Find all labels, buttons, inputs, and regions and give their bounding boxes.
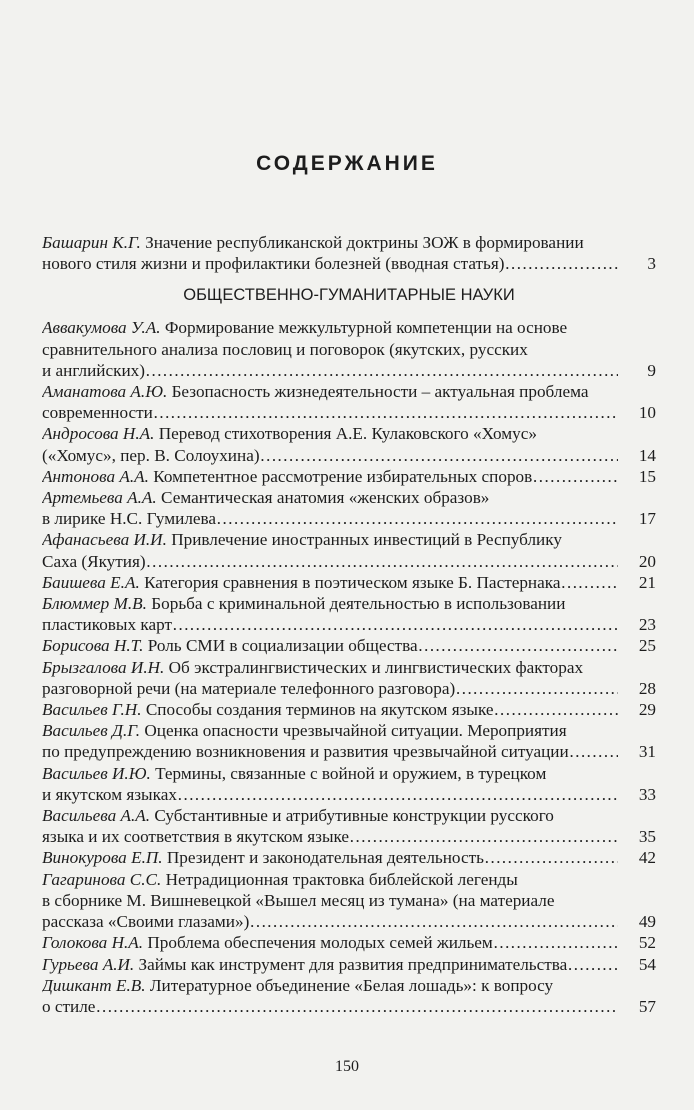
toc-entry-text: Термины, связанные с войной и оружием, в турецком bbox=[155, 763, 547, 783]
toc-entry-text: и английских) bbox=[42, 360, 145, 380]
toc-entry-author: Антонова А.А. bbox=[42, 466, 149, 486]
toc-entry-page: 49 bbox=[638, 912, 656, 932]
toc-entry-page: 42 bbox=[638, 848, 656, 868]
toc-entry-author: Борисова Н.Т. bbox=[42, 636, 144, 656]
toc-entry-line bbox=[42, 720, 656, 741]
toc-entry bbox=[42, 805, 656, 847]
toc-entry-author: Башарин К.Г. bbox=[42, 233, 141, 252]
toc-entry-text: Категория сравнения в поэтическом языке Б. Пастернака bbox=[144, 572, 561, 592]
toc-entry-last-line bbox=[42, 847, 656, 868]
leader-dots bbox=[560, 572, 618, 593]
toc-entry-last-line bbox=[42, 932, 656, 953]
toc-entry bbox=[42, 763, 656, 805]
leader-dots bbox=[455, 678, 618, 699]
toc-entry bbox=[42, 317, 656, 381]
toc-entry-last-line bbox=[42, 784, 656, 805]
toc-entry-text: Займы как инструмент для развития предпринимательства bbox=[138, 954, 568, 974]
toc-entry-last-line bbox=[42, 253, 656, 274]
toc-entry-text: рассказа «Своими глазами») bbox=[42, 912, 250, 932]
toc-entry-author: Васильев Д.Г. bbox=[42, 721, 141, 741]
toc-entry-text: языка и их соответствия в якутском языке bbox=[42, 827, 350, 847]
toc-entry-text: («Хомус», пер. В. Солоухина) bbox=[42, 445, 260, 465]
toc-entry-text: разговорной речи (на материале телефонного разговора) bbox=[42, 678, 456, 698]
leader-dots bbox=[567, 954, 618, 975]
toc-entry-text-group bbox=[42, 572, 560, 593]
toc-entry bbox=[42, 635, 656, 656]
toc-entry-author: Васильев Г.Н. bbox=[42, 700, 142, 720]
toc-entry bbox=[42, 529, 656, 571]
toc-entry-last-line bbox=[42, 614, 656, 635]
toc-entry-text-group bbox=[42, 932, 493, 953]
toc-entry-author: Баишева Е.А. bbox=[42, 572, 140, 592]
toc-entry-page: 17 bbox=[638, 509, 656, 529]
toc-entry-author: Афанасьева И.И. bbox=[42, 530, 167, 550]
toc-entry-page: 10 bbox=[638, 403, 656, 423]
toc-entry-text: Значение республиканской доктрины ЗОЖ в формировании bbox=[145, 233, 584, 252]
toc-entry-text: Проблема обеспечения молодых семей жильем bbox=[147, 933, 493, 953]
toc-entry-page: 35 bbox=[638, 827, 656, 847]
toc-entry-last-line bbox=[42, 826, 656, 847]
toc-entry-page: 57 bbox=[638, 996, 656, 1016]
toc-entry-last-line bbox=[42, 699, 656, 720]
toc-entry-line bbox=[42, 890, 656, 911]
leader-dots bbox=[260, 445, 618, 466]
toc-entry-line bbox=[42, 381, 656, 402]
toc-entry-text: Роль СМИ в социализации общества bbox=[147, 636, 418, 656]
toc-entry-page: 9 bbox=[647, 360, 656, 380]
leader-dots bbox=[249, 911, 618, 932]
toc-entry-line bbox=[42, 317, 656, 338]
toc-entry-text: Перевод стихотворения А.Е. Кулаковского «Хомус» bbox=[158, 424, 537, 444]
toc-entry-author: Васильев И.Ю. bbox=[42, 763, 151, 783]
toc-entry-page: 15 bbox=[638, 466, 656, 486]
leader-dots bbox=[505, 253, 618, 274]
toc-entry-page: 54 bbox=[638, 954, 656, 974]
page-number: 150 bbox=[335, 1058, 359, 1075]
toc-entry bbox=[42, 699, 656, 720]
toc-entry-text: Оценка опасности чрезвычайной ситуации. Мероприятия bbox=[144, 721, 567, 741]
toc-entry-text: Президент и законодательная деятельность bbox=[166, 848, 484, 868]
leader-dots bbox=[177, 784, 618, 805]
toc-entry-text: Способы создания терминов на якутском языке bbox=[145, 700, 494, 720]
toc-entry-text: Саха (Якутия) bbox=[42, 551, 146, 571]
toc-entry bbox=[42, 847, 656, 868]
toc-entry-last-line bbox=[42, 635, 656, 656]
toc-entry-last-line bbox=[42, 741, 656, 762]
toc-entry-text: сравнительного анализа пословиц и поговорок (якутских, русских bbox=[42, 339, 528, 359]
toc-entry bbox=[42, 487, 656, 529]
toc-entry-line bbox=[42, 487, 656, 508]
toc-entry-text: пластиковых карт bbox=[42, 615, 172, 635]
toc-entry bbox=[42, 593, 656, 635]
toc-entry-page: 3 bbox=[647, 254, 656, 274]
toc-entry-author: Винокурова Е.П. bbox=[42, 848, 163, 868]
toc-entry-last-line bbox=[42, 996, 656, 1017]
toc-entry-text: Семантическая анатомия «женских образов» bbox=[161, 488, 490, 508]
toc-entry-text: Борьба с криминальной деятельностью в использовании bbox=[151, 594, 566, 614]
toc-entry-text: в сборнике М. Вишневецкой «Вышел месяц из тумана» (на материале bbox=[42, 890, 555, 910]
toc-entry bbox=[42, 975, 656, 1017]
toc-entry-author: Голокова Н.А. bbox=[42, 933, 144, 953]
toc-entry-page: 33 bbox=[638, 784, 656, 804]
toc-entry-text-group bbox=[42, 954, 567, 975]
toc-entry-last-line bbox=[42, 572, 656, 593]
toc-entry-page: 29 bbox=[638, 700, 656, 720]
toc-entry-author: Артемьева А.А. bbox=[42, 488, 157, 508]
leader-dots bbox=[95, 996, 618, 1017]
toc-entry-author: Брызгалова И.Н. bbox=[42, 657, 165, 677]
toc-entry-author: Гагаринова С.С. bbox=[42, 869, 162, 889]
toc-entry-text: Об экстралингвистических и лингвистических факторах bbox=[168, 657, 584, 677]
toc-entry-text: о стиле bbox=[42, 996, 96, 1016]
toc-entry-page: 28 bbox=[638, 678, 656, 698]
toc-entry-text: нового стиля жизни и профилактики болезней (вводная статья) bbox=[42, 254, 505, 274]
leader-dots bbox=[493, 932, 618, 953]
leader-dots bbox=[532, 466, 618, 487]
toc-entry-page: 20 bbox=[638, 551, 656, 571]
toc-entry-author: Гурьева А.И. bbox=[42, 954, 135, 974]
toc-entry-line bbox=[42, 975, 656, 996]
toc-entry-last-line bbox=[42, 551, 656, 572]
leader-dots bbox=[569, 741, 618, 762]
toc-entry-text: Формирование межкультурной компетенции на основе bbox=[164, 318, 568, 338]
leader-dots bbox=[216, 508, 618, 529]
toc-entry-page: 14 bbox=[638, 445, 656, 465]
toc-entry-text: и якутском языках bbox=[42, 784, 177, 804]
toc-entry-line bbox=[42, 529, 656, 550]
toc-entry-text: современности bbox=[42, 403, 153, 423]
toc-entry-text: Литературное объединение «Белая лошадь»: к вопросу bbox=[149, 975, 554, 995]
leader-dots bbox=[172, 614, 618, 635]
leader-dots bbox=[484, 847, 618, 868]
toc-entry bbox=[42, 657, 656, 699]
toc-entry-page: 52 bbox=[638, 933, 656, 953]
toc-entry bbox=[42, 381, 656, 423]
leader-dots bbox=[153, 402, 618, 423]
leader-dots bbox=[145, 360, 618, 381]
toc-entry-text: в лирике Н.С. Гумилева bbox=[42, 509, 217, 529]
toc-entry-line bbox=[42, 869, 656, 890]
toc-entry-line bbox=[42, 805, 656, 826]
toc-entry-intro bbox=[42, 232, 656, 274]
toc-entry-line bbox=[42, 423, 656, 444]
toc-entry-last-line bbox=[42, 678, 656, 699]
toc-entry-page: 23 bbox=[638, 615, 656, 635]
toc-entry-last-line bbox=[42, 954, 656, 975]
toc-entry-author: Аманатова А.Ю. bbox=[42, 382, 168, 402]
toc-entry-line bbox=[42, 339, 656, 360]
toc-entry-author: Андросова Н.А. bbox=[42, 424, 155, 444]
toc-entry-author: Аввакумова У.А. bbox=[42, 318, 161, 338]
toc-entry-last-line bbox=[42, 466, 656, 487]
toc-entry-last-line bbox=[42, 911, 656, 932]
toc-entry bbox=[42, 423, 656, 465]
toc-entry-text-group bbox=[42, 699, 494, 720]
section-heading: ОБЩЕСТВЕННО-ГУМАНИТАРНЫЕ НАУКИ bbox=[183, 286, 515, 305]
toc-entry-text-group bbox=[42, 635, 418, 656]
toc-entry-text-group bbox=[42, 847, 484, 868]
toc-entry-author: Дишкант Е.В. bbox=[42, 975, 146, 995]
toc-entries-list bbox=[42, 317, 656, 1017]
toc-entry bbox=[42, 572, 656, 593]
toc-entry-author: Блюммер М.В. bbox=[42, 594, 147, 614]
leader-dots bbox=[146, 551, 618, 572]
toc-entry bbox=[42, 932, 656, 953]
toc-entry-page: 21 bbox=[638, 572, 656, 592]
leader-dots bbox=[349, 826, 618, 847]
toc-entry-text: Нетрадиционная трактовка библейской легенды bbox=[165, 869, 518, 889]
toc-entry-text: Компетентное рассмотрение избирательных споров bbox=[153, 466, 533, 486]
toc-entry-text: Субстантивные и атрибутивные конструкции русского bbox=[154, 806, 554, 826]
page-title: СОДЕРЖАНИЕ bbox=[256, 152, 438, 175]
toc-entry-first-line bbox=[42, 232, 656, 253]
toc-entry-line bbox=[42, 657, 656, 678]
toc-entry-last-line bbox=[42, 360, 656, 381]
toc-entry bbox=[42, 954, 656, 975]
toc-entry-line bbox=[42, 763, 656, 784]
toc-entry-page: 31 bbox=[638, 742, 656, 762]
toc-entry-line bbox=[42, 593, 656, 614]
toc-entry-text: Привлечение иностранных инвестиций в Республику bbox=[171, 530, 562, 550]
toc-entry-text: по предупреждению возникновения и развития чрезвычайной ситуации bbox=[42, 742, 569, 762]
leader-dots bbox=[418, 635, 618, 656]
toc-entry-text-group bbox=[42, 466, 532, 487]
toc-entry-page: 25 bbox=[638, 636, 656, 656]
leader-dots bbox=[494, 699, 618, 720]
toc-entry bbox=[42, 720, 656, 762]
toc-entry bbox=[42, 869, 656, 933]
toc-entry-author: Васильева А.А. bbox=[42, 806, 151, 826]
table-of-contents bbox=[42, 232, 656, 1017]
toc-entry-last-line bbox=[42, 402, 656, 423]
toc-entry bbox=[42, 466, 656, 487]
toc-entry-last-line bbox=[42, 445, 656, 466]
toc-entry-text: Безопасность жизнедеятельности – актуальная проблема bbox=[171, 382, 589, 402]
toc-entry-last-line bbox=[42, 508, 656, 529]
